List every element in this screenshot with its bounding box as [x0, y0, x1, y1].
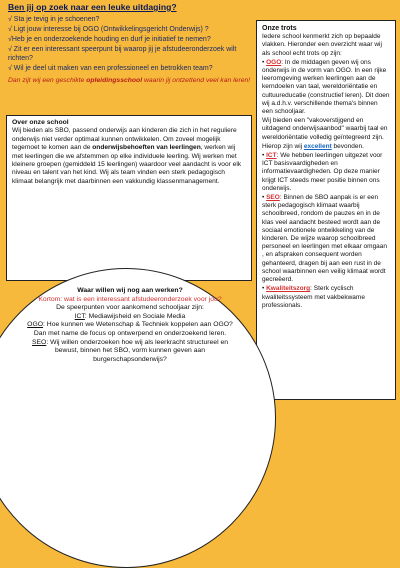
pride-heading: Onze trots: [262, 25, 297, 32]
spearpoint-seo-label: SEO: [31, 338, 47, 346]
cta-post: bevonden.: [331, 142, 364, 150]
question-item: √ Wil je deel uit maken van een professioneel en betrokken team?: [8, 65, 213, 72]
question-item: √ Sta je tevig in je schoenen?: [8, 16, 100, 23]
spearpoint-ict: [20, 313, 240, 322]
pride-box: [256, 20, 396, 400]
spearpoint-ogo: [20, 321, 240, 338]
ogo-label: OGO: [266, 58, 282, 66]
improvement-text: [20, 287, 240, 364]
page-title: Ben jij op zoek naar een leuke uitdaging?: [8, 2, 177, 12]
pride-ogo-more: Wij bieden een "vakoverstijgend en uitdagend onderwijsaanbod" waarbij taal en wereldoriëntatie volledig geïntegreerd zijn.: [262, 117, 388, 141]
spearpoints-intro: De speerpunten voor aankomend schooljaar zijn:: [56, 304, 204, 312]
about-text-part: Wij bieden als SBO, passend onderwijs aan kinderen die zich in het reguliere onderwijs niet verder optimaal kunnen ontwikkelen. Om zoveel mogelijk tegemoet te komen aan de: [12, 127, 237, 152]
kwaliteit-label: Kwaliteitszorg: [266, 285, 311, 293]
question-list: [8, 15, 258, 73]
ogo-text: : In de middagen geven wij ons onderwijs in de vorm van OGO. In een rijke leeromgeving werken leerlingen aan de kerndoelen van taal, wereldoriëntatie en cultuureducatie (constructief leren). Dit doen wij a.d.h.v. verschillende thema's binnen een schooljaar.: [262, 58, 390, 116]
about-text: [12, 127, 246, 186]
pride-intro: Iedere school kenmerkt zich op bepaalde vlakken. Hieronder een overzicht waar wij als school echt trots op zijn:: [262, 33, 382, 57]
question-item: √ Ligt jouw interesse bij OGO (Ontwikkelingsgericht Onderwijs) ?: [8, 26, 209, 33]
about-text-part: , werken wij met leerlingen die we afstemmen op elke individuele leerling. Wij werken met kleinere groepen (gemiddeld 15 leerlingen) waardoor veel aandacht is voor elk niveau en talent van het kind. Wij als team vinden een sterk pedagogisch klimaat belangrijk met daarbinnen een vakkundig klassenmanagement.: [12, 144, 242, 185]
intro-note: [8, 77, 258, 86]
seo-label: SEO: [266, 194, 280, 202]
pride-kwaliteit: • Kwaliteitszorg: Sterk cyclisch kwaliteitssysteem met vakbekwame professionals.: [262, 285, 365, 309]
spearpoint-ogo-text: : Hoe kunnen we Wetenschap & Techniek koppelen aan OGO? Dan met name de focus op ontwerpend en onderzoekend leren.: [33, 321, 233, 337]
improvement-question: Waar willen wij nog aan werken?: [77, 287, 183, 294]
note-post: waarin jij ontzettend veel kan leren!: [142, 77, 251, 84]
question-item: √ Zit er een interessant speerpunt bij waarop jij je afstudeeronderzoek wilt richten?: [8, 46, 237, 62]
pride-ict: • ICT: We hebben leerlingen uitgezet voor ICT basisvaardigheden en informatievaardigheden. Op deze manier krijgt ICT steeds meer positie binnen ons onderwijs.: [262, 152, 383, 192]
spearpoint-ogo-label: OGO: [27, 321, 44, 329]
ict-text: : We hebben leerlingen uitgezet voor ICT basisvaardigheden en informatievaardigheden. Op deze manier krijgt ICT steeds meer positie binnen ons onderwijs.: [262, 152, 383, 192]
note-bold: opleidingsschool: [86, 77, 143, 84]
pride-seo: • SEO: Binnen de SBO aanpak is er een sterk pedagogisch klimaat waarbij schoolbreed, rondom de pauzes en in de klas veel aandacht besteed wordt aan de sociaal emotionele ontwikkeling van de kinderen. De wijze waarop schoolbreed personeel en leerlingen met elkaar omgaan , en afspraken consequent worden gehanteerd, dragen bij aan een rust in de school waarbinnen een veilig klimaat wordt gecreëerd.: [262, 194, 388, 284]
about-heading: Over onze school: [12, 119, 69, 126]
spearpoint-seo: [20, 339, 240, 365]
spearpoint-ict-text: : Mediawijsheid en Sociale Media: [84, 312, 186, 320]
research-question: Kortom: wat is een interessant afstudeeronderzoek voor jou?: [38, 295, 222, 303]
question-item: √Heb je en onderzoekende houding en durf je initiatief te nemen?: [8, 36, 211, 43]
about-school-box: [6, 115, 252, 281]
cta-pre: Hierop zijn wij: [262, 142, 304, 150]
kwaliteit-text: : Sterk cyclisch kwaliteitssysteem met vakbekwame professionals.: [262, 285, 365, 309]
spearpoint-ict-label: ICT: [74, 312, 85, 320]
intro-section: [8, 2, 258, 86]
excellent-link[interactable]: excellent: [303, 142, 332, 150]
spearpoint-seo-text: : Wij willen onderzoeken hoe wij als leerkracht structureel en bewust, binnen het SBO, vorm kunnen geven aan burgerschapsonderwijs?: [46, 338, 229, 363]
about-text-bold: onderwijsbehoeften van leerlingen: [92, 144, 201, 152]
seo-text: : Binnen de SBO aanpak is er een sterk pedagogisch klimaat waarbij schoolbreed, rondom de pauzes en in de klas veel aandacht besteed wordt aan de sociaal emotionele ontwikkeling van de kinderen. De wijze waarop schoolbreed personeel en leerlingen met elkaar omgaan , en afspraken consequent worden gehanteerd, dragen bij aan een rust in de school waarbinnen een veilig klimaat wordt gecreëerd.: [262, 194, 388, 284]
note-pre: Dan zijt wij een geschikte: [8, 77, 87, 84]
ict-label: ICT: [266, 152, 277, 160]
pride-ogo: • OGO: In de middagen geven wij ons onderwijs in de vorm van OGO. In een rijke leeromgeving werken leerlingen aan de kerndoelen van taal, wereldoriëntatie en cultuureducatie (constructief leren). Dit doen wij a.d.h.v. verschillende thema's binnen een schooljaar.: [262, 58, 390, 116]
pride-ogo-cta: [262, 143, 390, 151]
